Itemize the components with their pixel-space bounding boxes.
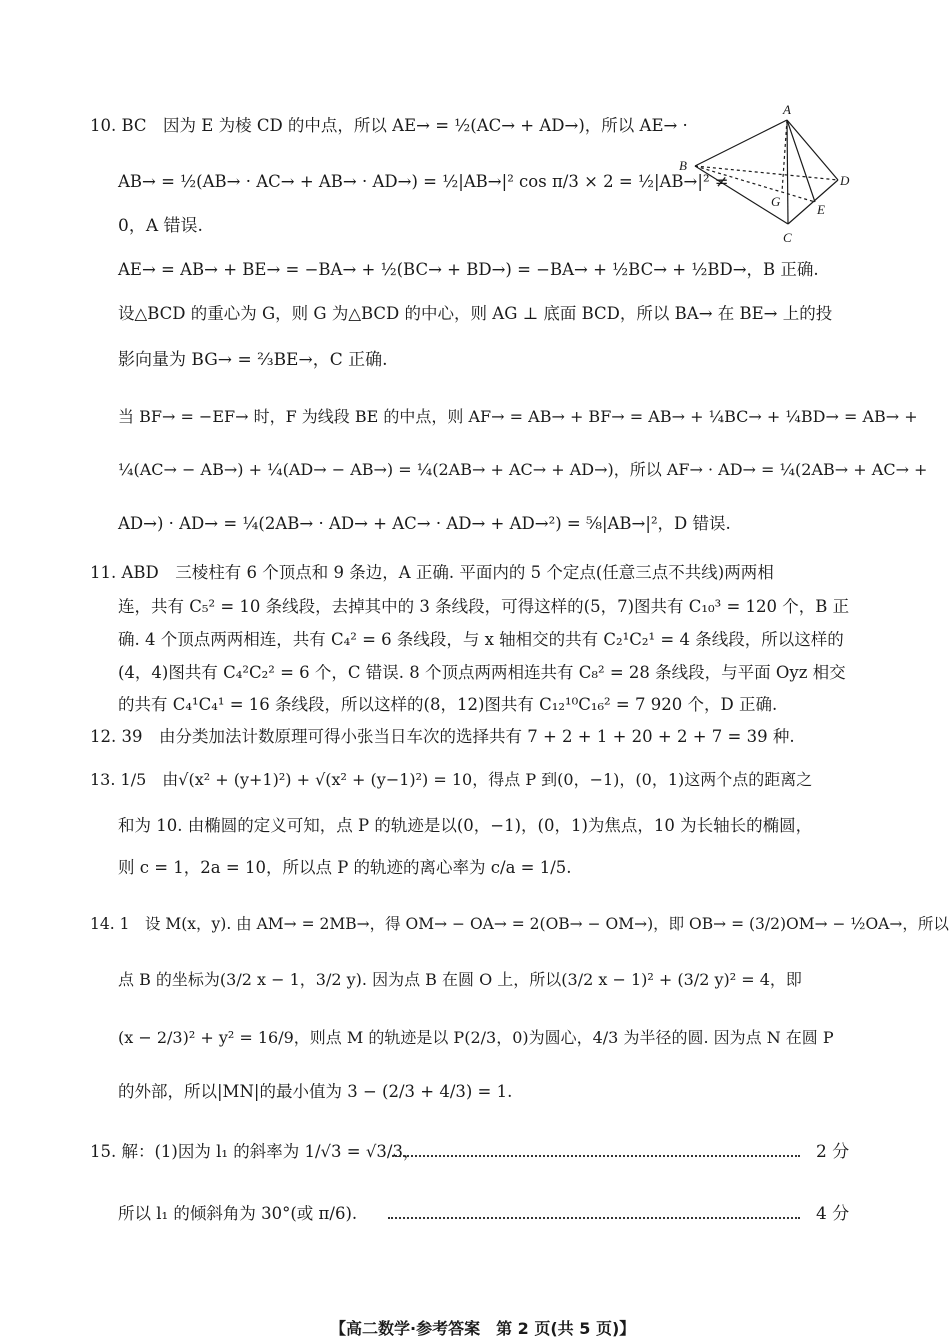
q10-line-9: AD→) · AD→ = ¼(2AB→ · AD→ + AC→ · AD→ + AD→²) = ⅝|AB→|²，D 错误. <box>118 514 731 533</box>
q13-line-1: 13. 1/5 由√(x² + (y+1)²) + √(x² + (y−1)²) = 10，得点 P 到(0，−1)，(0，1)这两个点的距离之 <box>90 770 813 789</box>
q15-score-1: 2 分 <box>816 1142 850 1162</box>
q12-line-1: 12. 39 由分类加法计数原理可得小张当日车次的选择共有 7 + 2 + 1 + 20 + 2 + 7 = 39 种. <box>90 727 795 746</box>
q15-leader-dots-2 <box>388 1217 800 1219</box>
q10-line-5: 设△BCD 的重心为 G，则 G 为△BCD 的中心，则 AG ⊥ 底面 BCD，所以 BA→ 在 BE→ 上的投 <box>118 304 833 323</box>
label-a: A <box>783 102 791 117</box>
q15-line-2: 所以 l₁ 的倾斜角为 30°(或 π/6). <box>118 1204 358 1223</box>
page-footer: 【高二数学·参考答案 第 2 页(共 5 页)】 <box>330 1319 636 1338</box>
q10-line-4: AE→ = AB→ + BE→ = −BA→ + ½(BC→ + BD→) = −BA→ + ½BC→ + ½BD→，B 正确. <box>118 260 819 279</box>
q11-line-4: (4，4)图共有 C₄²C₂² = 6 个，C 错误. 8 个顶点两两相连共有 C₈² = 28 条线段，与平面 Oyz 相交 <box>118 663 846 682</box>
segment-ae <box>787 120 815 202</box>
q10-line-1: 10. BC 因为 E 为棱 CD 的中点，所以 AE→ = ½(AC→ + AD→)，所以 AE→ · <box>90 116 688 135</box>
q11-line-3: 确. 4 个顶点两两相连，共有 C₄² = 6 条线段，与 x 轴相交的共有 C₂¹C₂¹ = 4 条线段，所以这样的 <box>118 630 844 649</box>
edge-cd <box>788 180 838 224</box>
q10-line-3: 0，A 错误. <box>118 216 203 236</box>
q14-line-4: 的外部，所以|MN|的最小值为 3 − (2/3 + 4/3) = 1. <box>118 1082 513 1101</box>
q10-line-8: ¼(AC→ − AB→) + ¼(AD→ − AB→) = ¼(2AB→ + AC→ + AD→)，所以 AF→ · AD→ = ¼(2AB→ + AC→ + <box>118 460 928 479</box>
q15-line-1: 15. 解：(1)因为 l₁ 的斜率为 1/√3 = √3/3， <box>90 1142 420 1161</box>
edge-ad <box>787 120 838 180</box>
edge-ab <box>695 120 787 166</box>
q14-line-2: 点 B 的坐标为(3/2 x − 1，3/2 y). 因为点 B 在圆 O 上，所以(3/2 x − 1)² + (3/2 y)² = 4，即 <box>118 970 802 989</box>
label-d: D <box>840 173 850 188</box>
q11-line-5: 的共有 C₄¹C₄¹ = 16 条线段，所以这样的(8，12)图共有 C₁₂¹⁰C₁₆² = 7 920 个，D 正确. <box>118 695 778 714</box>
q10-line-7: 当 BF→ = −EF→ 时，F 为线段 BE 的中点，则 AF→ = AB→ + BF→ = AB→ + ¼BC→ + ¼BD→ = AB→ + <box>118 407 918 426</box>
label-g: G <box>771 194 781 209</box>
q13-line-2: 和为 10. 由椭圆的定义可知，点 P 的轨迹是以(0，−1)，(0，1)为焦点，10 为长轴长的椭圆， <box>118 816 813 835</box>
q14-line-3: (x − 2/3)² + y² = 16/9，则点 M 的轨迹是以 P(2/3，0)为圆心，4/3 为半径的圆. 因为点 N 在圆 P <box>118 1028 834 1047</box>
q10-line-2: AB→ = ½(AB→ · AC→ + AB→ · AD→) = ½|AB→|² cos π/3 × 2 = ½|AB→|² ≠ <box>118 172 729 191</box>
q11-line-2: 连，共有 C₅² = 10 条线段，去掉其中的 3 条线段，可得这样的(5，7)图共有 C₁₀³ = 120 个，B 正 <box>118 597 850 616</box>
q10-line-6: 影向量为 BG→ = ⅔BE→，C 正确. <box>118 350 388 370</box>
segment-ag-hidden <box>782 120 787 192</box>
edge-ac <box>787 120 788 224</box>
label-b: B <box>679 158 687 173</box>
q11-line-1: 11. ABD 三棱柱有 6 个顶点和 9 条边，A 正确. 平面内的 5 个定点(任意三点不共线)两两相 <box>90 563 774 582</box>
q14-line-1: 14. 1 设 M(x，y). 由 AM→ = 2MB→，得 OM→ − OA→ = 2(OB→ − OM→)，即 OB→ = (3/2)OM→ − ½OA→，所以 <box>90 915 949 933</box>
label-c: C <box>783 230 792 245</box>
q15-leader-dots-1 <box>392 1155 800 1157</box>
label-e: E <box>817 202 825 217</box>
q15-score-2: 4 分 <box>816 1204 850 1224</box>
q13-line-3: 则 c = 1，2a = 10，所以点 P 的轨迹的离心率为 c/a = 1/5. <box>118 858 572 877</box>
